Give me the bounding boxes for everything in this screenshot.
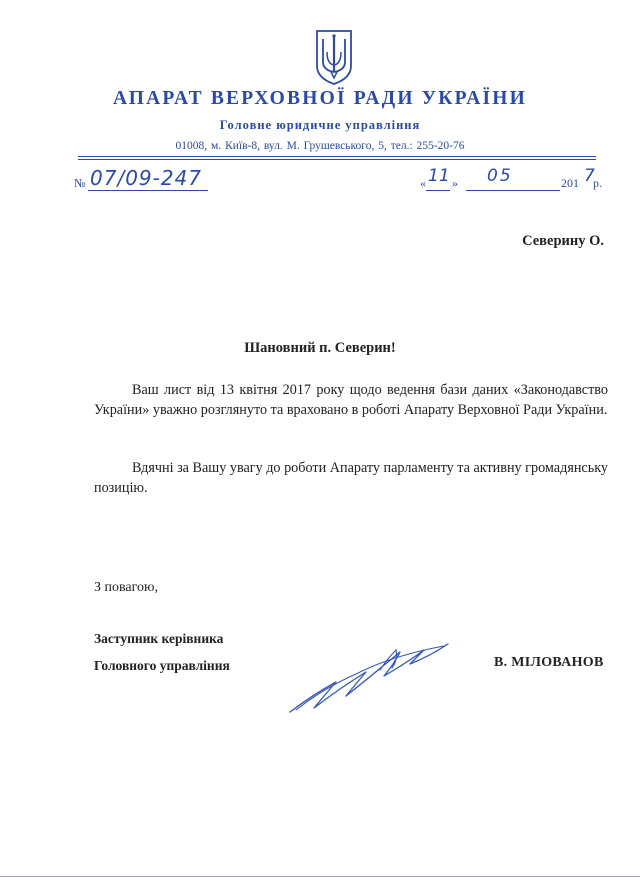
salutation: Шановний п. Северин! [244,340,396,356]
department-name: Головне юридичне управління [219,118,421,132]
date-year-prefix: 201 [561,176,579,190]
date-day: 11 [428,166,450,186]
letterhead-divider-thick [78,156,596,157]
date-month-underline [466,190,560,191]
signatory-name: В. МІЛОВАНОВ [494,655,604,670]
recipient-name: Северину О. [522,233,604,249]
handwritten-signature-icon [284,636,454,718]
closing-phrase: З повагою, [94,580,158,595]
date-day-underline [426,190,450,191]
organization-name: АПАРАТ ВЕРХОВНОЇ РАДИ УКРАЇНИ [112,88,528,109]
body-paragraph: Вдячні за Вашу увагу до роботи Апарату парламенту та активну громадянську позицію. [94,460,608,496]
signatory-title-line1: Заступник керівника [94,631,224,646]
registration-number-prefix: № [74,176,86,190]
body-paragraph: Ваш лист від 13 квітня 2017 року щодо ведення бази даних «Законодавство України» уважно розглянуто та враховано в роботі Апарату Верховної Ради України. [94,382,608,418]
date-open-quote: « [420,176,426,190]
signatory-title-line2: Головного управління [94,658,230,673]
registration-number: 07/09-247 [90,166,203,190]
date-month: 05 [487,166,513,186]
page-bottom-edge [0,876,640,877]
date-close-quote: » [452,176,458,190]
date-year-suffix: р. [593,176,602,190]
organization-address: 01008, м. Київ-8, вул. М. Грушевського, 5, тел.: 255-20-76 [175,140,465,152]
trident-emblem-icon [314,28,354,86]
date-year-digit: 7 [584,166,595,186]
letterhead-divider-thin [78,159,596,160]
registration-number-underline [88,190,208,191]
